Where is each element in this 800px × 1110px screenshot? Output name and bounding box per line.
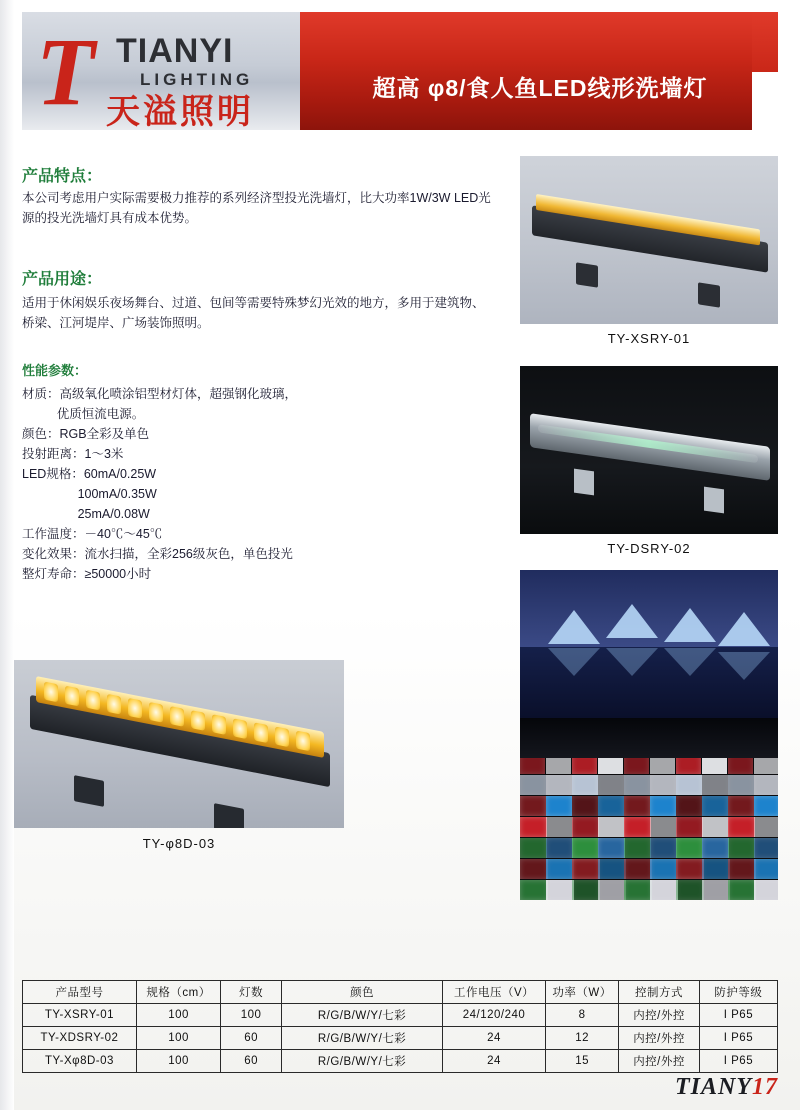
spec-line: 工作温度：－40℃～45℃ [22,527,163,541]
led-dot [86,690,100,711]
floor-tile [728,838,755,858]
floor-tile [702,880,730,900]
spec-line: 颜色：RGB全彩及单色 [22,427,150,441]
table-row [23,1004,778,1027]
logo-chinese-text: 天溢照明 [106,93,254,131]
spec-parameters-list [22,384,482,584]
lit-structure [664,608,716,642]
led-bar-graphic [532,179,768,294]
floor-tile [520,817,547,837]
floor-tile [702,775,728,795]
table-header-cell: 灯数 [221,981,282,1004]
lit-structure [548,610,600,644]
floor-tile [624,775,650,795]
floor-tile [520,775,546,795]
table-row [23,1050,778,1073]
table-cell: TY-XDSRY-02 [23,1027,137,1050]
floor-tile [650,859,678,879]
table-header-row [23,981,778,1004]
floor-tile [572,838,599,858]
floor-tile [624,817,651,837]
floor-tile [754,880,778,900]
led-dot [65,686,79,707]
specification-table [22,980,778,1073]
table-cell: 24 [443,1050,546,1073]
led-dot [275,726,289,747]
table-row [23,1027,778,1050]
product-feature-body: 本公司考虑用户实际需要极力推荐的系列经济型投光洗墙灯，比大功率1W/3W LED光源的投光洗墙灯具有成本优势。 [22,191,491,225]
floor-tile [546,859,574,879]
floor-tile [754,838,778,858]
table-cell: TY-Xφ8D-03 [23,1050,137,1073]
floor-tile [650,880,678,900]
header-notch-red [752,12,778,72]
mounting-bracket [74,775,104,807]
footer-brand-text: TIANY [675,1074,752,1100]
floor-tile [754,817,778,837]
spec-line: 材质：高级氧化喷涂铝型材灯体，超强钢化玻璃， [22,387,298,401]
floor-tile [598,796,624,816]
floor-tile [728,775,754,795]
product-photo-xsry-01 [520,156,778,324]
floor-tile [520,880,548,900]
floor-tile [546,880,574,900]
table-cell: R/G/B/W/Y/七彩 [282,1004,443,1027]
floor-tile [676,775,702,795]
product-usage-title: 产品用途： [22,271,103,288]
floor-tile [650,817,677,837]
table-cell: 12 [545,1027,618,1050]
led-dot [128,698,142,719]
floor-tile [676,838,703,858]
application-photo-building [520,570,778,718]
lit-structure [718,612,770,646]
floor-tile [702,796,728,816]
table-header-cell: 控制方式 [619,981,700,1004]
footer-brand-accent: 17 [752,1074,778,1100]
photo-caption-1: TY-XSRY-01 [607,331,691,346]
floor-tile [520,838,547,858]
floor-tile [572,880,600,900]
spec-line: 整灯寿命：≥50000小时 [22,567,152,581]
floor-tile [520,859,548,879]
table-cell: 内控/外控 [619,1004,700,1027]
table-cell: 内控/外控 [619,1027,700,1050]
floor-tile [728,817,755,837]
floor-tile [624,880,652,900]
floor-tile [598,880,626,900]
table-header-cell: 防护等级 [699,981,777,1004]
floor-tile [728,880,756,900]
brand-logo [36,18,286,131]
table-cell: I P65 [699,1050,777,1073]
table-cell: 8 [545,1004,618,1027]
logo-letter-t: T [36,18,95,125]
led-dot [296,731,310,752]
floor-tile [598,838,625,858]
floor-tile [624,859,652,879]
footer-brand-logo [675,1074,778,1101]
floor-tile [598,817,625,837]
photo-caption-5: TY-φ8D-03 [142,836,216,851]
table-cell: 24/120/240 [443,1004,546,1027]
product-photo-8d-03 [14,660,344,828]
product-photo-dsry-02 [520,366,778,534]
led-dot [254,722,268,743]
structure-reflection [718,652,770,680]
page-title: 超高 φ8/食人鱼LED线形洗墙灯 [372,75,708,101]
floor-tile [572,796,598,816]
led-dot [44,682,58,703]
table-cell: TY-XSRY-01 [23,1004,137,1027]
floor-tile [598,775,624,795]
mounting-bracket [214,803,244,828]
floor-tile [572,775,598,795]
table-cell: 100 [136,1004,220,1027]
led-dot [191,710,205,731]
led-dot [233,718,247,739]
page-left-edge [0,0,14,1110]
spec-line: 优质恒流电源。 [22,407,145,421]
spec-line: 25mA/0.08W [22,507,150,521]
floor-tile [728,859,756,879]
led-dot [170,706,184,727]
floor-tile [754,859,778,879]
table-cell: 内控/外控 [619,1050,700,1073]
table-cell: 100 [221,1004,282,1027]
page-header [0,0,800,140]
floor-tile [546,775,572,795]
spec-parameters-title: 性能参数： [22,363,88,378]
floor-tile [650,775,676,795]
floor-tile [702,838,729,858]
spec-line: LED规格：60mA/0.25W [22,467,157,481]
structure-reflection [664,648,716,676]
floor-tile [546,817,573,837]
floor-tile [754,775,778,795]
mounting-bracket [576,262,598,287]
application-photo-dancefloor [520,718,778,900]
dancefloor-backdrop [520,718,778,758]
photo-caption-2: TY-DSRY-02 [607,541,691,556]
product-feature-title: 产品特点： [22,168,103,185]
floor-tile [650,796,676,816]
floor-tile [650,838,677,858]
table-cell: R/G/B/W/Y/七彩 [282,1027,443,1050]
floor-tile [624,838,651,858]
floor-tile [598,859,626,879]
table-header-cell: 工作电压（V） [443,981,546,1004]
floor-tile [520,796,546,816]
led-bar-graphic [530,393,770,503]
mounting-bracket [698,282,720,307]
floor-tile [676,880,704,900]
floor-tile [624,796,650,816]
spec-line: 投射距离：1～3米 [22,447,124,461]
table-header-cell: 颜色 [282,981,443,1004]
mounting-bracket [574,469,594,496]
table-cell: I P65 [699,1027,777,1050]
table-cell: I P65 [699,1004,777,1027]
floor-tile [702,859,730,879]
table-cell: 15 [545,1050,618,1073]
product-usage-body: 适用于休闲娱乐夜场舞台、过道、包间等需要特殊梦幻光效的地方，多用于建筑物、桥梁、江河堤岸、广场装饰照明。 [22,296,485,330]
floor-tile [728,796,754,816]
table-header-cell: 规格（cm） [136,981,220,1004]
lit-structure [606,604,658,638]
structure-reflection [548,648,600,676]
floor-tile [572,817,599,837]
floor-tile [676,796,702,816]
floor-tile [572,859,600,879]
led-dot [212,714,226,735]
table-cell: 100 [136,1027,220,1050]
floor-tile [546,796,572,816]
spec-line: 100mA/0.35W [22,487,157,501]
mounting-bracket [704,487,724,514]
table-cell: 60 [221,1050,282,1073]
floor-tile [546,838,573,858]
spec-line: 变化效果：流水扫描，全彩256级灰色，单色投光 [22,547,293,561]
led-dot [107,694,121,715]
led-dot [149,702,163,723]
logo-brand-text: TIANYI [116,32,234,70]
table-cell: 24 [443,1027,546,1050]
logo-subtitle-text: LIGHTING [140,70,254,89]
floor-tile [676,859,704,879]
table-cell: 100 [136,1050,220,1073]
table-header-cell: 功率（W） [545,981,618,1004]
structure-reflection [606,648,658,676]
floor-tile [754,796,778,816]
table-cell: R/G/B/W/Y/七彩 [282,1050,443,1073]
floor-tile [702,817,729,837]
floor-tile [676,817,703,837]
table-cell: 60 [221,1027,282,1050]
table-header-cell: 产品型号 [23,981,137,1004]
